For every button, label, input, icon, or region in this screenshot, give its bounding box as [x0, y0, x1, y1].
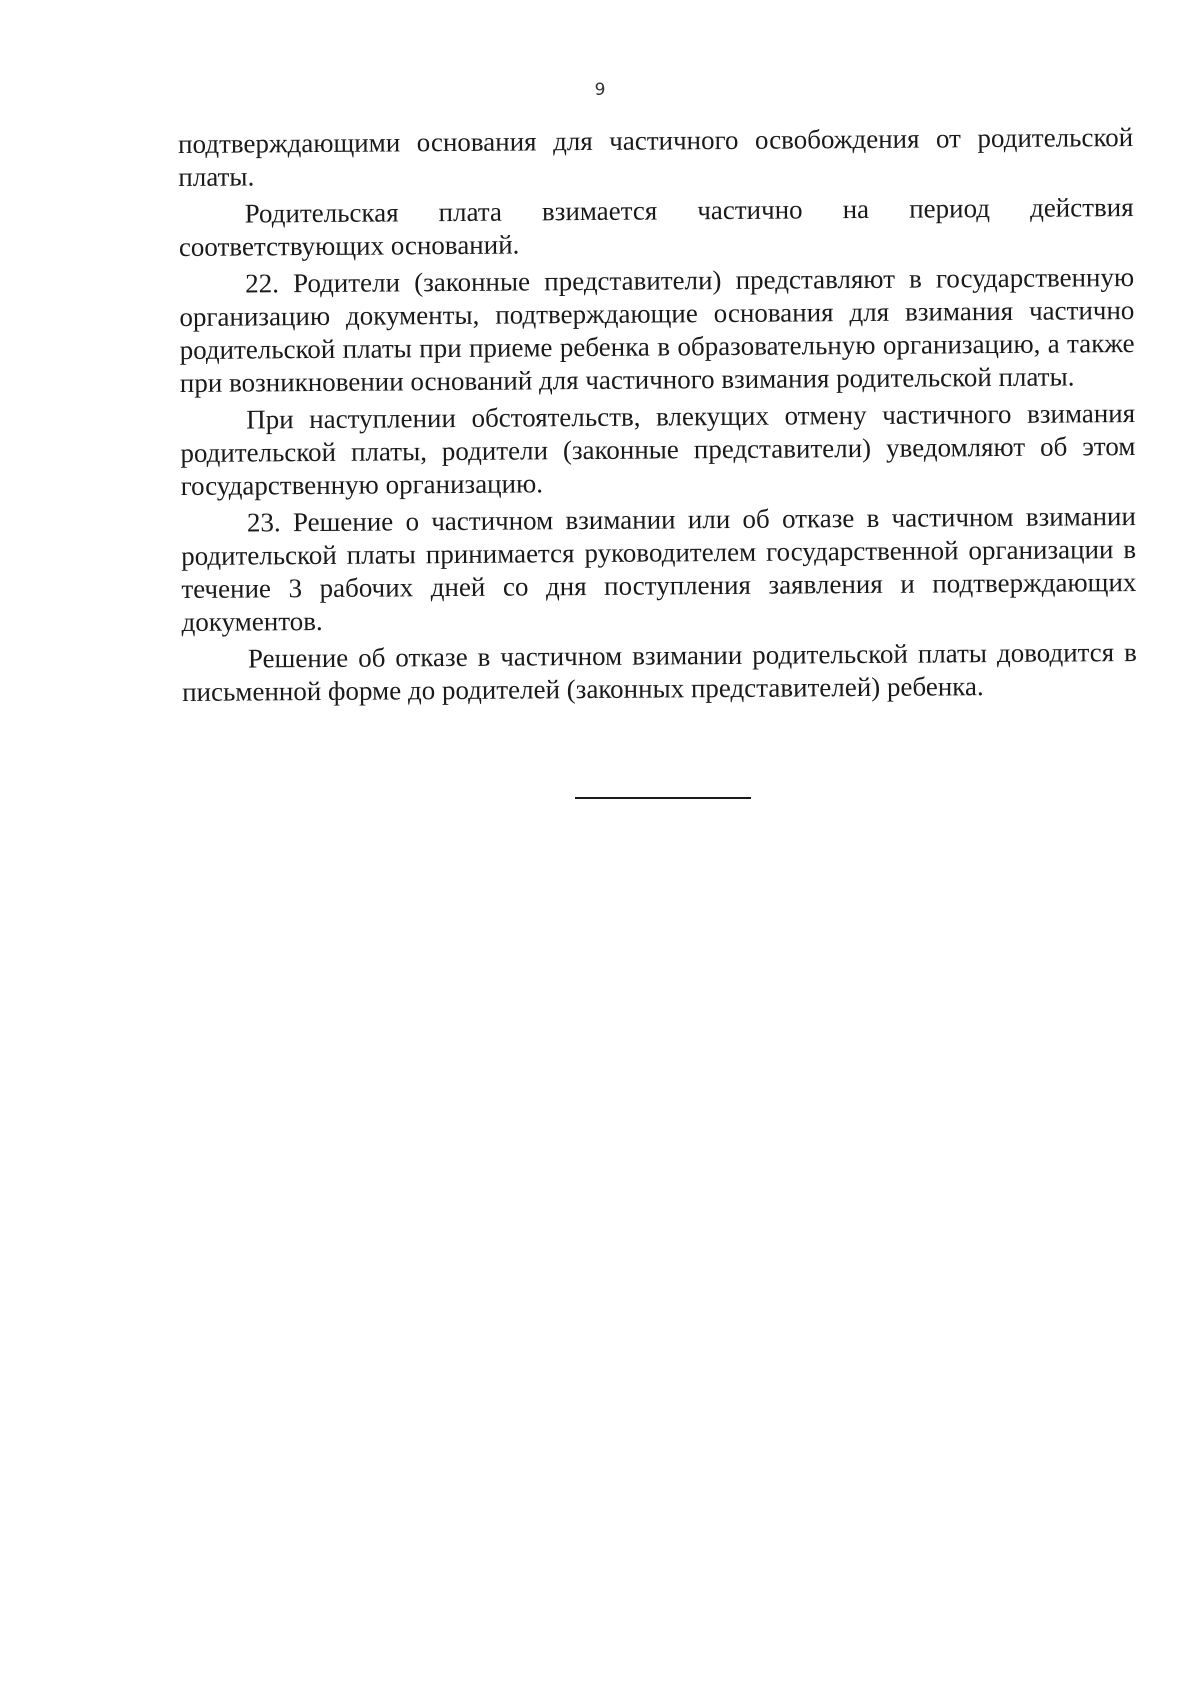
page-number: 9 — [594, 80, 606, 100]
end-of-text-rule — [575, 797, 751, 799]
paragraph-refusal-notice: Решение об отказе в частичном взимании родительской платы доводится в письменной форме до родителей (законных представителей) ребенка. — [182, 636, 1137, 707]
paragraph-circumstances-notice: При наступлении обстоятельств, влекущих отмену частичного взимания родительской платы, родители (законные представители) уведомляют об этом государственную организацию. — [180, 397, 1136, 501]
document-body — [178, 121, 1137, 709]
paragraph-partial-fee-period: Родительская плата взимается частично на период действия соответствующих оснований. — [178, 191, 1134, 262]
paragraph-item-22: 22. Родители (законные представители) представляют в государственную организацию документы, подтверждающие основания для взимания частично родительской платы при приеме ребенка в образовательную организацию, а также при возникновении оснований для частичного взимания родительской платы. — [179, 261, 1135, 398]
paragraph-item-23: 23. Решение о частичном взимании или об отказе в частичном взимании родительской платы принимается руководителем государственной организации в течение 3 рабочих дней со дня поступления заявления и подтверждающих документов. — [181, 500, 1137, 637]
paragraph-continuation: подтверждающими основания для частичного освобождения от родительской платы. — [178, 121, 1134, 192]
